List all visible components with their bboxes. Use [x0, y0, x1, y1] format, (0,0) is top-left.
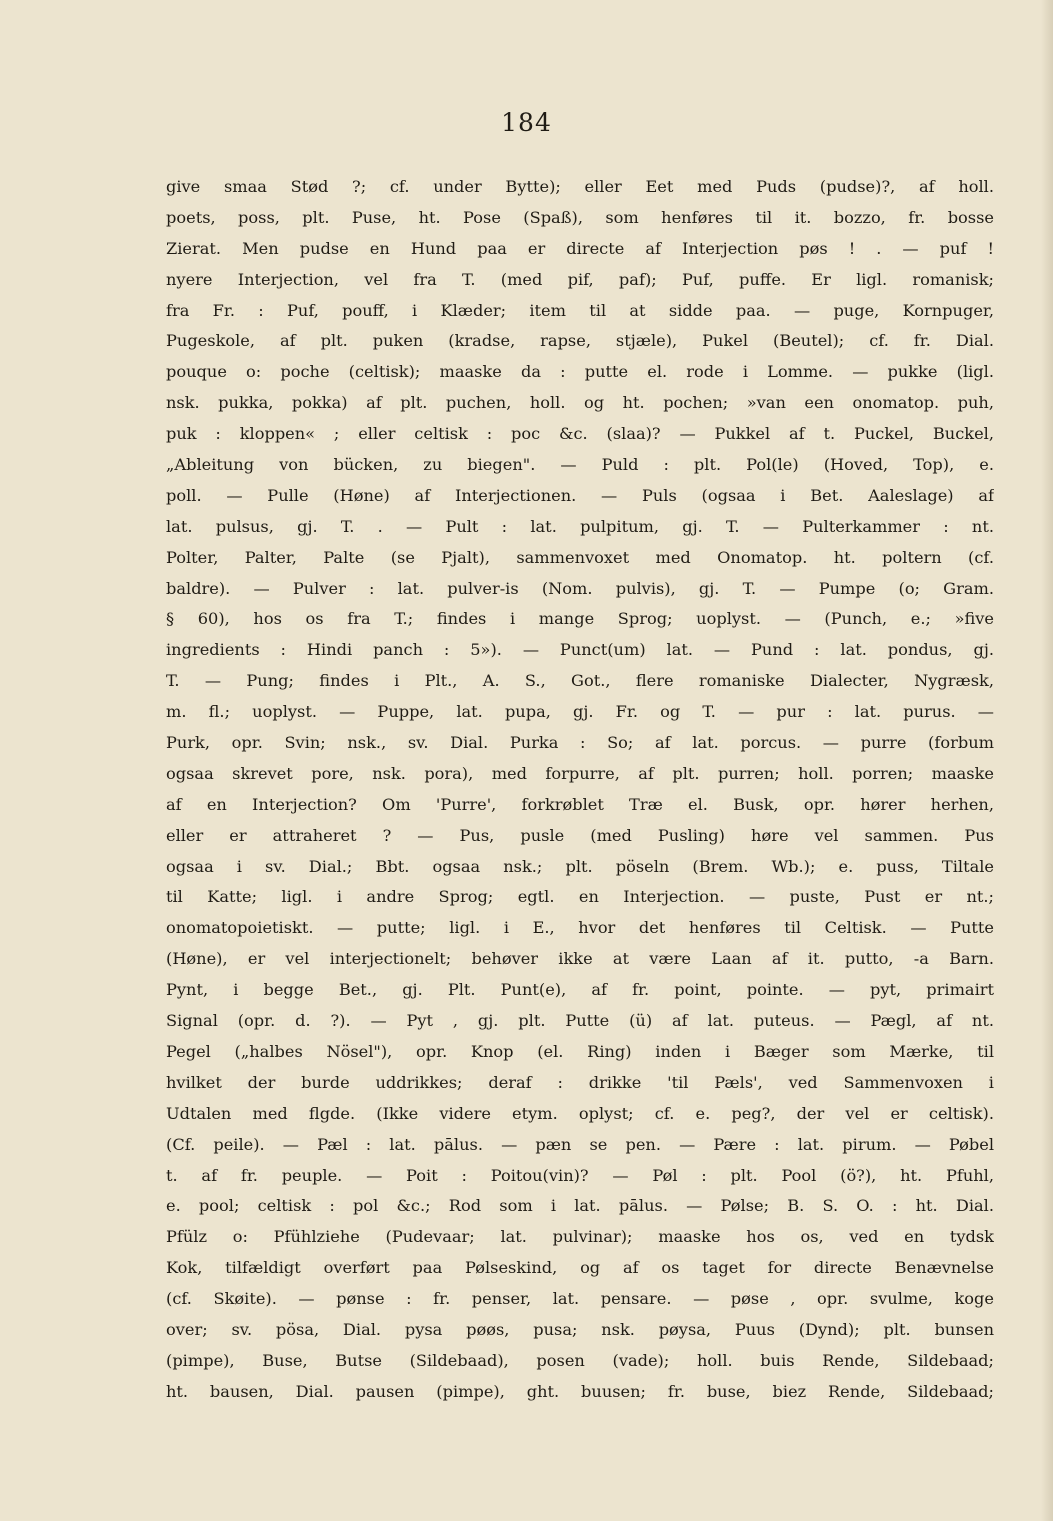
text-line: nyere Interjection, vel fra T. (med pif, paf); Puf, puffe. Er ligl. romanisk; [166, 269, 994, 289]
text-line: give smaa Stød ?; cf. under Bytte); eller Eet med Puds (pudse)?, af holl. [166, 177, 994, 196]
text-line: pouque o: poche (celtisk); maaske da : putte el. rode i Lomme. — pukke (ligl. [166, 362, 994, 382]
text-line: Pynt, i begge Bet., gj. Plt. Punt(e), af fr. point, pointe. — pyt, primairt [166, 980, 994, 1000]
text-line: Kok, tilfældigt overført paa Pølseskind, og af os taget for directe Benævnelse [166, 1258, 994, 1278]
text-line: e. pool; celtisk : pol &c.; Rod som i lat. pālus. — Pølse; B. S. O. : ht. Dial. [166, 1196, 994, 1216]
text-line: (Cf. peile). — Pæl : lat. pālus. — pæn se pen. — Pære : lat. pirum. — Pøbel [166, 1134, 994, 1154]
text-line: baldre). — Pulver : lat. pulver-is (Nom. pulvis), gj. T. — Pumpe (o; Gram. [166, 578, 994, 598]
text-line: (pimpe), Buse, Butse (Sildebaad), posen (vade); holl. buis Rende, Sildebaad; [166, 1350, 994, 1370]
text-line: Udtalen med flgde. (Ikke videre etym. oplyst; cf. e. peg?, der vel er celtisk). [166, 1103, 994, 1123]
text-line: af en Interjection? Om 'Purre', forkrøblet Træ el. Busk, opr. hører herhen, [166, 794, 994, 814]
text-line: „Ableitung von bücken, zu biegen". — Puld : plt. Pol(le) (Hoved, Top), e. [166, 455, 994, 475]
text-line: over; sv. pösa, Dial. pysa pøøs, pusa; nsk. pøysa, Puus (Dynd); plt. bunsen [166, 1319, 994, 1339]
text-line: Pfülz o: Pfühlziehe (Pudevaar; lat. pulvinar); maaske hos os, ved en tydsk [166, 1227, 994, 1247]
text-line: Signal (opr. d. ?). — Pyt , gj. plt. Putte (ü) af lat. puteus. — Pægl, af nt. [166, 1011, 994, 1031]
text-line: T. — Pung; findes i Plt., A. S., Got., flere romaniske Dialecter, Nygræsk, [166, 671, 994, 691]
text-line: onomatopoietiskt. — putte; ligl. i E., hvor det henføres til Celtisk. — Putte [166, 918, 994, 938]
text-line: nsk. pukka, pokka) af plt. puchen, holl. og ht. pochen; »van een onomatop. puh, [166, 393, 994, 413]
page-number: 184 [501, 108, 552, 137]
text-line: ogsaa i sv. Dial.; Bbt. ogsaa nsk.; plt. pöseln (Brem. Wb.); e. puss, Tiltale [166, 856, 994, 876]
text-line: eller er attraheret ? — Pus, pusle (med Pusling) høre vel sammen. Pus [166, 825, 994, 845]
text-line: ingredients : Hindi panch : 5»). — Punct(um) lat. — Pund : lat. pondus, gj. [166, 640, 994, 660]
text-line: (Høne), er vel interjectionelt; behøver ikke at være Laan af it. putto, -a Barn. [166, 949, 994, 969]
text-line: fra Fr. : Puf, pouff, i Klæder; item til at sidde paa. — puge, Kornpuger, [166, 300, 994, 320]
text-line: puk : kloppen« ; eller celtisk : poc &c. (slaa)? — Pukkel af t. Puckel, Buckel, [166, 424, 994, 444]
text-line: Polter, Palter, Palte (se Pjalt), sammenvoxet med Onomatop. ht. poltern (cf. [166, 547, 994, 567]
text-line: lat. pulsus, gj. T. . — Pult : lat. pulpitum, gj. T. — Pulterkammer : nt. [166, 516, 994, 536]
text-line: hvilket der burde uddrikkes; deraf : drikke 'til Pæls', ved Sammenvoxen i [166, 1072, 994, 1092]
page-edge [1041, 0, 1053, 1521]
dictionary-text-block [166, 172, 994, 1408]
text-line: poets, poss, plt. Puse, ht. Pose (Spaß), som henføres til it. bozzo, fr. bosse [166, 207, 994, 227]
text-line: § 60), hos os fra T.; findes i mange Sprog; uoplyst. — (Punch, e.; »five [166, 609, 994, 629]
text-line: til Katte; ligl. i andre Sprog; egtl. en Interjection. — puste, Pust er nt.; [166, 887, 994, 907]
text-line: m. fl.; uoplyst. — Puppe, lat. pupa, gj. Fr. og T. — pur : lat. purus. — [166, 702, 994, 722]
text-line: ht. bausen, Dial. pausen (pimpe), ght. buusen; fr. buse, biez Rende, Sildebaad; [166, 1381, 994, 1401]
text-line: (cf. Skøite). — pønse : fr. penser, lat. pensare. — pøse , opr. svulme, koge [166, 1289, 994, 1309]
text-line: t. af fr. peuple. — Poit : Poitou(vin)? — Pøl : plt. Pool (ö?), ht. Pfuhl, [166, 1165, 994, 1185]
text-line: Purk, opr. Svin; nsk., sv. Dial. Purka : So; af lat. porcus. — purre (forbum [166, 733, 994, 753]
text-line: poll. — Pulle (Høne) af Interjectionen. — Puls (ogsaa i Bet. Aaleslage) af [166, 485, 994, 505]
text-line: Pugeskole, af plt. puken (kradse, rapse, stjæle), Pukel (Beutel); cf. fr. Dial. [166, 331, 994, 351]
text-line: Zierat. Men pudse en Hund paa er directe af Interjection pøs ! . — puf ! [166, 238, 994, 258]
text-line: Pegel („halbes Nösel"), opr. Knop (el. Ring) inden i Bæger som Mærke, til [166, 1041, 994, 1061]
text-line: ogsaa skrevet pore, nsk. pora), med forpurre, af plt. purren; holl. porren; maaske [166, 763, 994, 783]
